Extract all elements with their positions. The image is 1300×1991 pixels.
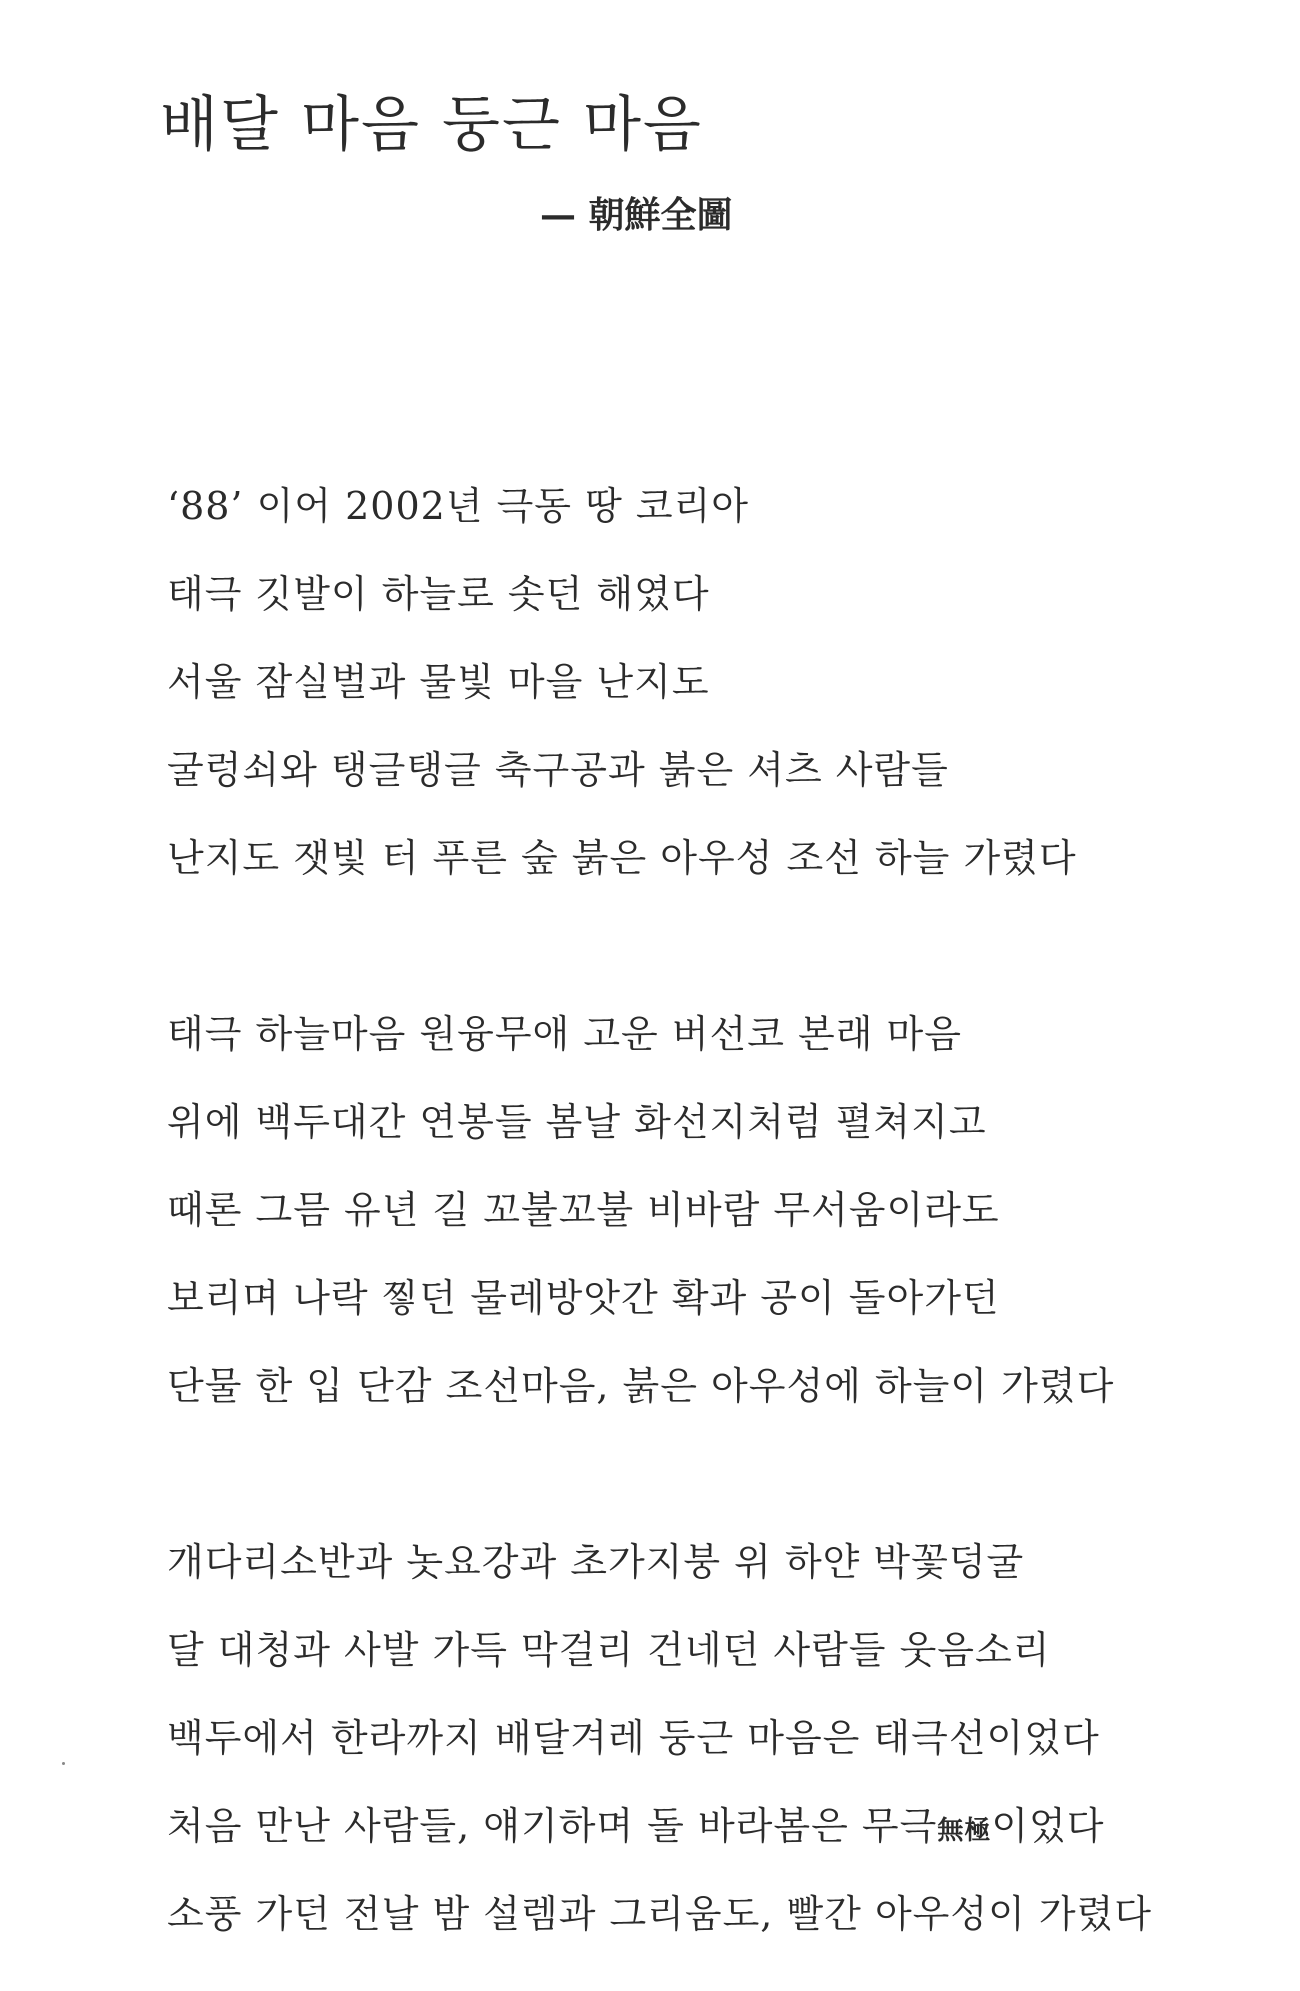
poem-line: 굴렁쇠와 탱글탱글 축구공과 붉은 셔츠 사람들	[167, 748, 949, 792]
poem-line: 달 대청과 사발 가득 막걸리 건네던 사람들 웃음소리	[167, 1628, 1051, 1672]
poem-subtitle: — 朝鮮全圖	[540, 194, 733, 236]
poem-title: 배달 마음 둥근 마음	[160, 90, 703, 160]
poem-line: 태극 깃발이 하늘로 솟던 해였다	[167, 572, 710, 616]
poem-line: 태극 하늘마음 원융무애 고운 버선코 본래 마음	[167, 1012, 962, 1056]
stanza-1	[167, 462, 1267, 902]
poem-line: 난지도 잿빛 터 푸른 숲 붉은 아우성 조선 하늘 가렸다	[167, 836, 1077, 880]
poem-line-with-hanja	[167, 1782, 1267, 1870]
poem-line: 서울 잠실벌과 물빛 마을 난지도	[167, 660, 710, 704]
poem-line: 개다리소반과 놋요강과 초가지붕 위 하얀 박꽃덩굴	[167, 1540, 1025, 1584]
poem-line: 때론 그믐 유년 길 꼬불꼬불 비바람 무서움이라도	[167, 1188, 1000, 1232]
poem-line: ‘88’ 이어 2002년 극동 땅 코리아	[167, 484, 749, 528]
poem-line: 보리며 나락 찧던 물레방앗간 확과 공이 돌아가던	[167, 1276, 1000, 1320]
line-text-after: 이었다	[991, 1804, 1105, 1848]
stanza-3	[167, 1518, 1267, 1958]
line-text-before: 처음 만난 사람들, 얘기하며 돌 바라봄은 무극	[167, 1804, 938, 1848]
poem-line: 위에 백두대간 연봉들 봄날 화선지처럼 펼쳐지고	[167, 1100, 987, 1144]
scan-speck	[62, 1762, 65, 1765]
stanza-2	[167, 990, 1267, 1430]
poem-line: 단물 한 입 단감 조선마음, 붉은 아우성에 하늘이 가렸다	[167, 1364, 1115, 1408]
hanja-annotation: 無極	[937, 1816, 992, 1846]
poem-line: 백두에서 한라까지 배달겨레 둥근 마음은 태극선이었다	[167, 1716, 1100, 1760]
poem-line: 소풍 가던 전날 밤 설렘과 그리움도, 빨간 아우성이 가렸다	[167, 1892, 1152, 1936]
poem-body	[167, 462, 1267, 1958]
